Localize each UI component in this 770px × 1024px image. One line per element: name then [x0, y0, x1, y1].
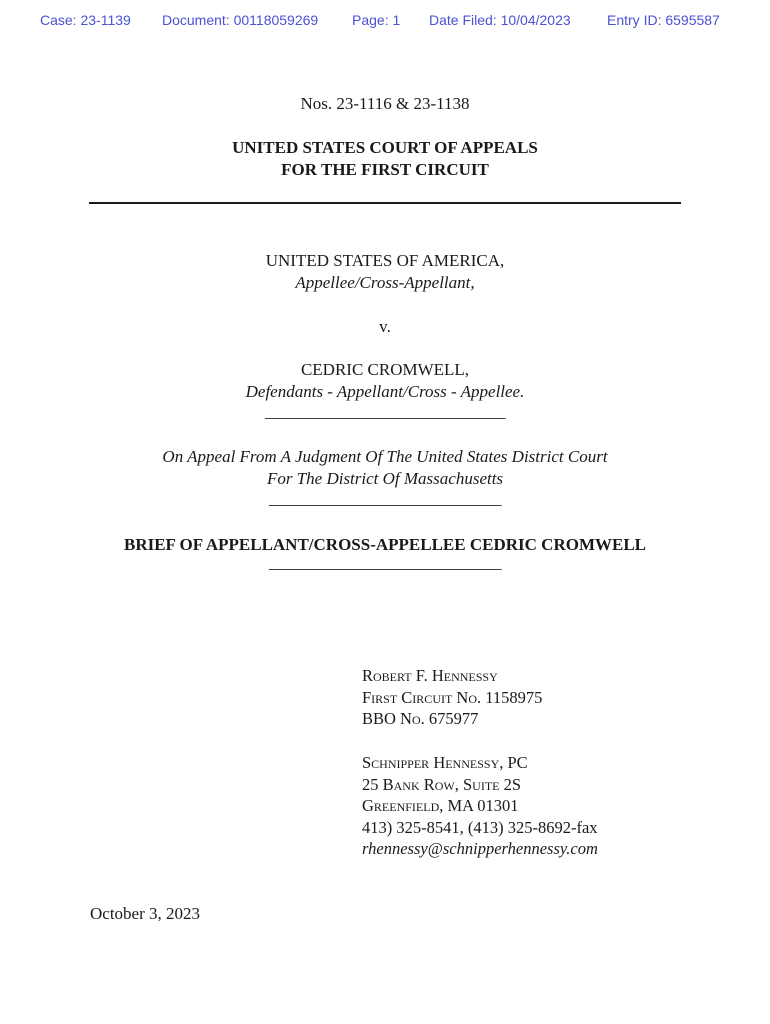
firm-name: Schnipper Hennessy, PC	[362, 753, 528, 772]
document-number: Document: 00118059269	[162, 12, 319, 28]
appeal-line-1: On Appeal From A Judgment Of The United States District Court	[162, 447, 608, 466]
defendant-name: CEDRIC CROMWELL,	[300, 360, 470, 379]
separator-line-2: _____________________________	[269, 489, 501, 508]
docket-numbers: Nos. 23-1116 & 23-1138	[300, 94, 470, 113]
firm-block	[362, 752, 598, 860]
date-filed: Date Filed: 10/04/2023	[429, 12, 571, 28]
brief-title: BRIEF OF APPELLANT/CROSS-APPELLEE CEDRIC CROMWELL	[123, 535, 647, 554]
separator-line-1: ______________________________	[265, 402, 505, 421]
circuit-number: First Circuit No. 1158975	[362, 687, 543, 707]
counsel-name: Robert F. Hennessy	[362, 666, 498, 685]
court-name-line2: FOR THE FIRST CIRCUIT	[281, 160, 489, 179]
page-number: Page: 1	[352, 12, 401, 28]
bbo-number: BBO No. 675977	[362, 709, 479, 728]
ecf-header	[0, 12, 770, 34]
appeal-line-2: For The District Of Massachusetts	[266, 469, 504, 488]
defendant-role: Defendants - Appellant/Cross - Appellee.	[245, 382, 525, 401]
court-name-line1: UNITED STATES COURT OF APPEALS	[232, 138, 538, 157]
plaintiff-role: Appellee/Cross-Appellant,	[295, 273, 475, 292]
firm-address-line2: Greenfield, MA 01301	[362, 796, 519, 815]
entry-id: Entry ID: 6595587	[607, 12, 720, 28]
plaintiff-name: UNITED STATES OF AMERICA,	[265, 251, 505, 270]
filing-date: October 3, 2023	[90, 904, 201, 923]
firm-address-line1: 25 Bank Row, Suite 2S	[362, 774, 522, 794]
versus: v.	[379, 317, 391, 336]
counsel-email: rhennessy@schnipperhennessy.com	[362, 839, 598, 858]
case-number: Case: 23-1139	[40, 12, 131, 28]
firm-phone: 413) 325-8541, (413) 325-8692-fax	[362, 817, 598, 837]
caption-rule	[89, 202, 681, 204]
counsel-block	[362, 665, 542, 730]
separator-line-3: _____________________________	[269, 553, 501, 572]
